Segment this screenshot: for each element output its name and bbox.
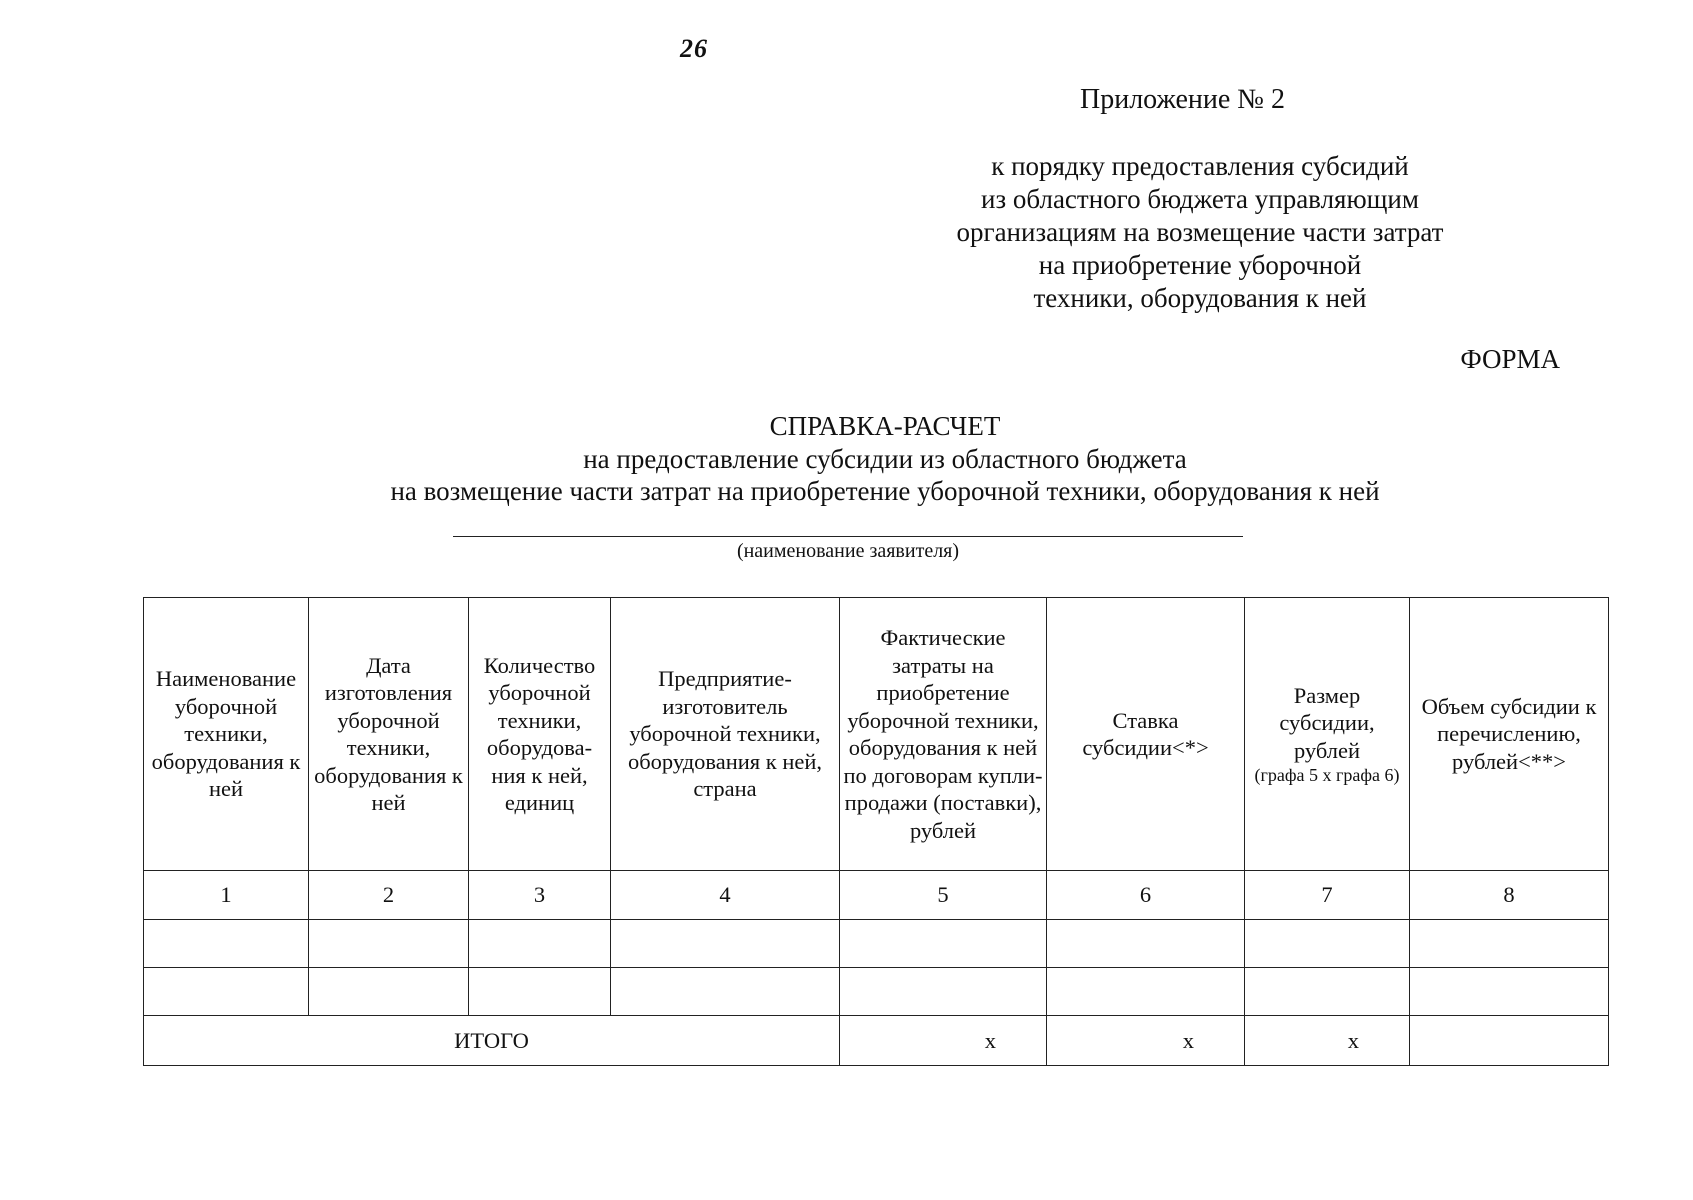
empty-cell <box>1410 920 1609 968</box>
empty-cell <box>309 920 469 968</box>
empty-cell <box>1410 968 1609 1016</box>
document-subtitle-2: на возмещение части затрат на приобретение уборочной техники, оборудования к ней <box>390 476 1380 506</box>
header-cell: Дата изготовления уборочной техники, оборудования к ней <box>309 598 469 871</box>
appendix-subtitle-line: к порядку предоставления субсидий <box>991 151 1409 181</box>
header-cell <box>1245 598 1410 871</box>
empty-cell <box>309 968 469 1016</box>
column-number-row <box>144 871 1609 920</box>
empty-cell <box>840 968 1047 1016</box>
total-mark: х <box>1047 1016 1245 1066</box>
empty-cell <box>1245 920 1410 968</box>
appendix-subtitle <box>890 150 1510 315</box>
header-cell: Предприятие-изготовитель уборочной техники, оборудования к ней, страна <box>611 598 840 871</box>
empty-cell <box>469 968 611 1016</box>
header-cell-text: Размер субсидии, рублей <box>1279 682 1375 763</box>
empty-cell <box>611 920 840 968</box>
column-number: 5 <box>840 871 1047 920</box>
table-row <box>144 920 1609 968</box>
empty-cell <box>1047 968 1245 1016</box>
column-number: 7 <box>1245 871 1410 920</box>
empty-cell <box>144 920 309 968</box>
page-number: 26 <box>680 34 708 63</box>
appendix-subtitle-line: из областного бюджета управляющим <box>981 184 1419 214</box>
column-number: 6 <box>1047 871 1245 920</box>
applicant-caption: (наименование заявителя) <box>736 540 960 562</box>
header-cell: Объем субсидии к перечислению, рублей<**> <box>1410 598 1609 871</box>
calculation-table <box>143 597 1609 1066</box>
column-number: 3 <box>469 871 611 920</box>
column-number: 2 <box>309 871 469 920</box>
form-label: ФОРМА <box>1460 344 1560 374</box>
document-subtitle-1: на предоставление субсидии из областного бюджета <box>583 444 1187 474</box>
document-title: СПРАВКА-РАСЧЕТ <box>769 411 1001 441</box>
header-cell: Наименование уборочной техники, оборудования к ней <box>144 598 309 871</box>
column-number: 1 <box>144 871 309 920</box>
empty-cell <box>469 920 611 968</box>
total-mark: х <box>840 1016 1047 1066</box>
empty-cell <box>840 920 1047 968</box>
header-cell: Количество уборочной техники, оборудова-ния к ней, единиц <box>469 598 611 871</box>
table-header-row <box>144 598 1609 871</box>
table-row <box>144 968 1609 1016</box>
appendix-subtitle-line: организациям на возмещение части затрат <box>956 217 1444 247</box>
empty-cell <box>611 968 840 1016</box>
appendix-subtitle-line: техники, оборудования к ней <box>1033 283 1367 313</box>
column-number: 8 <box>1410 871 1609 920</box>
empty-cell <box>144 968 309 1016</box>
header-cell: Ставка субсидии<*> <box>1047 598 1245 871</box>
applicant-name-line <box>453 536 1243 537</box>
total-row <box>144 1016 1609 1066</box>
header-cell-note: (графа 5 х графа 6) <box>1254 765 1400 786</box>
total-mark: х <box>1245 1016 1410 1066</box>
appendix-subtitle-line: на приобретение уборочной <box>1038 250 1362 280</box>
total-label: ИТОГО <box>144 1016 840 1066</box>
empty-cell <box>1245 968 1410 1016</box>
total-subsidy-cell <box>1410 1016 1609 1066</box>
appendix-title: Приложение № 2 <box>1080 84 1285 115</box>
empty-cell <box>1047 920 1245 968</box>
header-cell: Фактические затраты на приобретение уборочной техники, оборудования к ней по договорам купли-продажи (поставки), рублей <box>840 598 1047 871</box>
column-number: 4 <box>611 871 840 920</box>
